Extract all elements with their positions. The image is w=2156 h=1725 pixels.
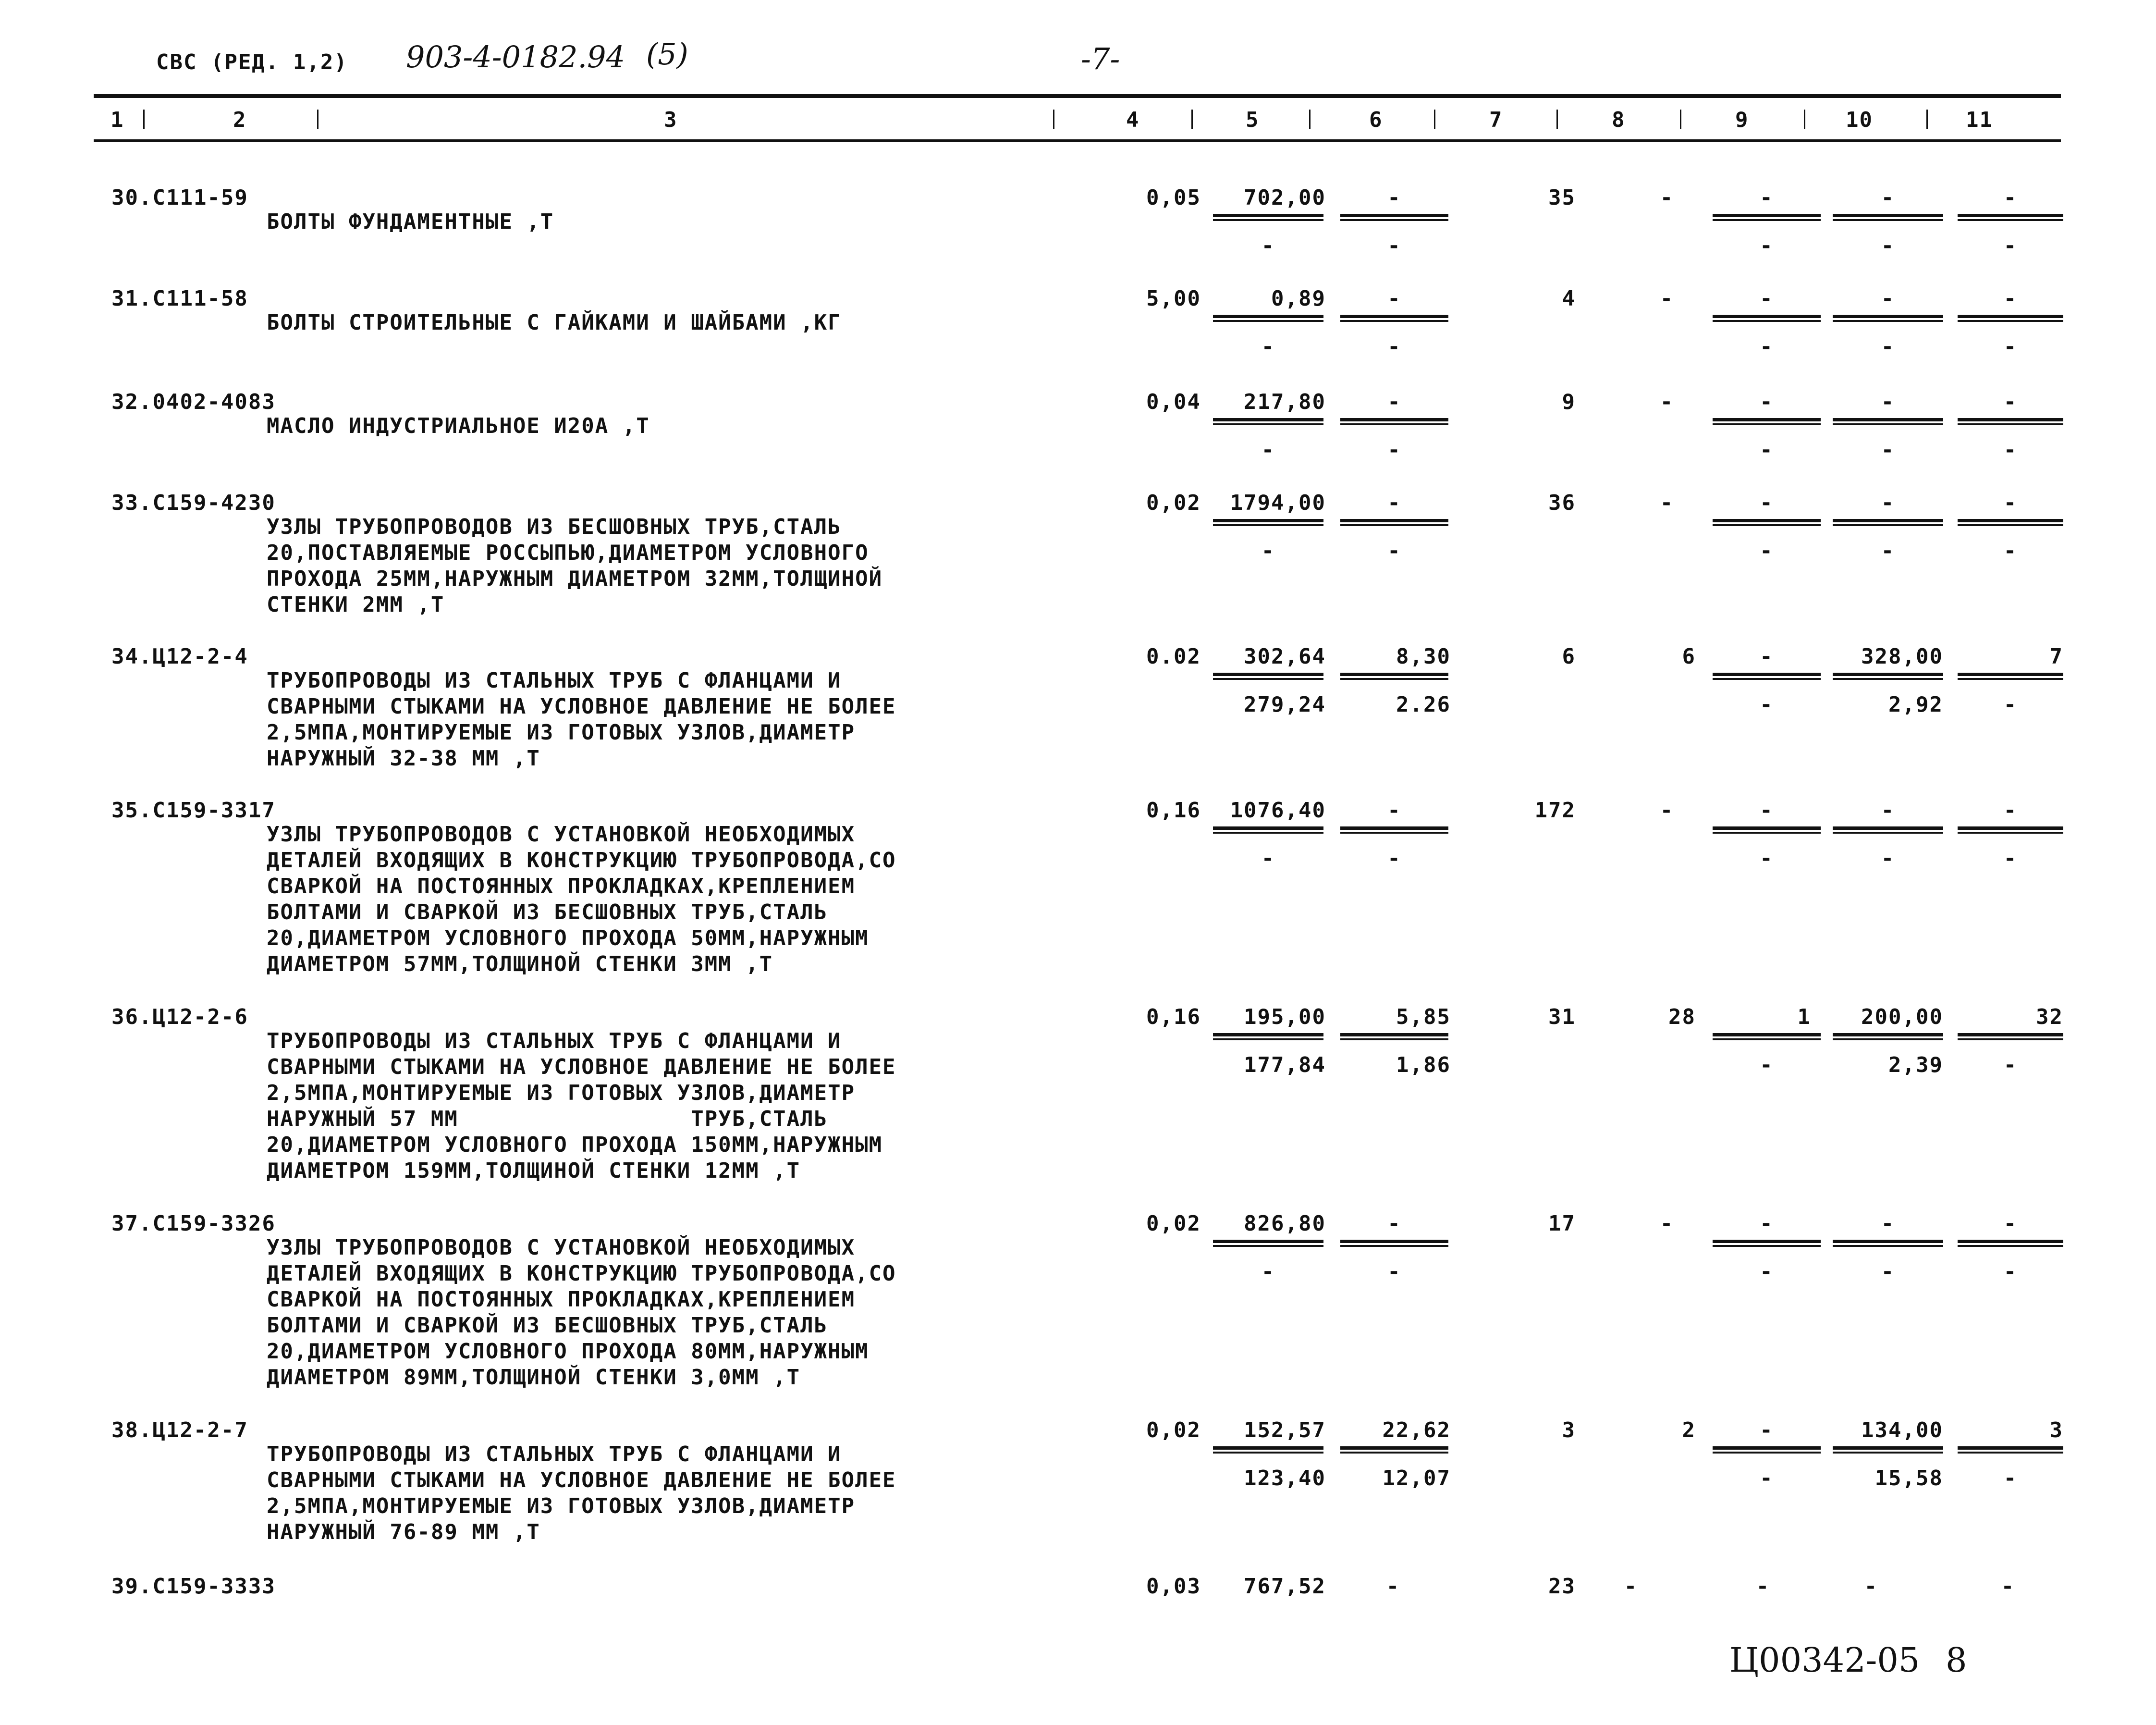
row-c11-bottom-value: - [2003,334,2018,359]
row-divider-line [1833,832,1943,834]
row-c7-value: 9 [1562,390,1576,414]
row-divider-line [1340,214,1448,217]
row-divider-line [1713,678,1821,680]
row-divider-line [1833,320,1943,322]
row-c9-bottom-value: - [1760,846,1774,871]
row-c11-bottom-value: - [2003,539,2018,563]
row-divider-line [1833,1038,1943,1040]
row-col10-value: - [1864,1574,1878,1599]
row-c9-bottom-value: - [1760,1466,1774,1491]
row-quantity: 0,02 [1146,1418,1201,1442]
row-divider-line [1958,219,2063,221]
row-divider-line [1340,1446,1448,1450]
row-c6-top-value: 8,30 [1396,644,1451,669]
row-divider-line [1958,418,2063,421]
col-header-6: 6 [1369,108,1383,132]
row-divider-line [1213,320,1323,322]
row-divider-line [1958,678,2063,680]
row-c6-bottom-value: - [1387,539,1401,563]
row-c5-bottom-value: - [1261,1259,1275,1284]
row-divider-line [1833,423,1943,425]
row-divider-line [1833,1033,1943,1036]
col-separator [1191,110,1193,129]
row-c11-top-value: 32 [2036,1005,2063,1029]
col-header-4: 4 [1126,108,1140,132]
row-c6-top-value: - [1387,491,1401,515]
row-divider-line [1833,214,1943,217]
row-description-line: МАСЛО ИНДУСТРИАЛЬНОЕ И20А ,Т [267,414,650,438]
row-divider-line [1213,315,1323,318]
row-divider-line [1958,519,2063,522]
col-separator [143,110,145,129]
row-c11-bottom-value: - [2003,1053,2018,1077]
row-divider-line [1340,423,1448,425]
row-divider-line [1340,320,1448,322]
col-separator [1804,110,1805,129]
row-description-line: НАРУЖНЫЙ 32-38 ММ ,Т [267,746,540,771]
row-c5-bottom-value: - [1261,846,1275,871]
row-quantity: 0,04 [1146,390,1201,414]
row-c9-top-value: - [1760,185,1774,210]
row-c8-value: - [1660,286,1674,311]
row-c11-bottom-value: - [2003,692,2018,717]
footer-sheet-number: 8 [1946,1640,1967,1680]
col-separator [1556,110,1558,129]
row-c10-top-value: - [1881,286,1895,311]
row-description-line: БОЛТАМИ И СВАРКОЙ ИЗ БЕСШОВНЫХ ТРУБ,СТАЛЬ [267,1313,828,1338]
row-c5-top-value: 217,80 [1244,390,1326,414]
row-c11-top-value: - [2003,286,2018,311]
row-divider-line [1713,219,1821,221]
row-divider-line [1958,423,2063,425]
row-c10-bottom-value: - [1881,438,1895,462]
row-c9-bottom-value: - [1760,334,1774,359]
row-c7-value: 6 [1562,644,1576,669]
row-description-line: ДЕТАЛЕЙ ВХОДЯЩИХ В КОНСТРУКЦИЮ ТРУБОПРОВОДА,СО [267,848,896,873]
row-divider-line [1213,832,1323,834]
col-header-9: 9 [1735,108,1749,132]
row-divider-line [1958,1452,2063,1454]
row-c9-top-value: - [1760,798,1774,823]
row-divider-line [1833,1446,1943,1450]
row-divider-line [1958,524,2063,526]
row-divider-line [1958,832,2063,834]
row-quantity: 0,03 [1146,1574,1201,1599]
row-c8-value: - [1660,1211,1674,1236]
row-description-line: ТРУБОПРОВОДЫ ИЗ СТАЛЬНЫХ ТРУБ С ФЛАНЦАМИ И [267,1029,842,1053]
row-c8-value: - [1660,185,1674,210]
row-c10-top-value: 134,00 [1861,1418,1943,1442]
row-divider-line [1213,1452,1323,1454]
row-c5-top-value: 1076,40 [1230,798,1326,823]
row-c6-bottom-value: 2.26 [1396,692,1451,717]
row-c5-top-value: 195,00 [1244,1005,1326,1029]
row-c9-bottom-value: - [1760,234,1774,258]
row-description-line: НАРУЖНЫЙ 76-89 ММ ,Т [267,1520,540,1544]
row-description-line: ТРУБОПРОВОДЫ ИЗ СТАЛЬНЫХ ТРУБ С ФЛАНЦАМИ И [267,1442,842,1466]
row-divider-line [1713,673,1821,676]
row-c9-bottom-value: - [1760,1259,1774,1284]
row-c6-bottom-value: - [1387,846,1401,871]
row-quantity: 0,02 [1146,1211,1201,1236]
row-divider-line [1213,1038,1323,1040]
row-divider-line [1213,1033,1323,1036]
row-c11-top-value: - [2003,390,2018,414]
row-description-line: 20,ДИАМЕТРОМ УСЛОВНОГО ПРОХОДА 150ММ,НАРУЖНЫМ [267,1133,883,1157]
row-divider-line [1833,1245,1943,1247]
row-description-line: БОЛТАМИ И СВАРКОЙ ИЗ БЕСШОВНЫХ ТРУБ,СТАЛЬ [267,900,828,924]
col-separator [317,110,318,129]
row-c5-bottom-value: - [1261,539,1275,563]
row-quantity: 0,16 [1146,1005,1201,1029]
row-description-line: 20,ДИАМЕТРОМ УСЛОВНОГО ПРОХОДА 50ММ,НАРУЖНЫМ [267,926,869,950]
row-divider-line [1833,524,1943,526]
row-divider-line [1713,524,1821,526]
row-c7-value: 36 [1548,491,1576,515]
row-c7-value: 17 [1548,1211,1576,1236]
row-c9-top-value: - [1760,644,1774,669]
row-description-line: ПРОХОДА 25ММ,НАРУЖНЫМ ДИАМЕТРОМ 32ММ,ТОЛЩИНОЙ [267,567,883,591]
row-c11-bottom-value: - [2003,234,2018,258]
row-c11-top-value: 3 [2049,1418,2063,1442]
row-divider-line [1713,423,1821,425]
row-divider-line [1713,1038,1821,1040]
row-c6-bottom-value: 12,07 [1382,1466,1451,1491]
row-c10-top-value: - [1881,390,1895,414]
row-divider-line [1833,826,1943,830]
row-divider-line [1958,826,2063,830]
row-c9-bottom-value: - [1760,692,1774,717]
row-description-line: УЗЛЫ ТРУБОПРОВОДОВ С УСТАНОВКОЙ НЕОБХОДИМЫХ [267,1235,856,1260]
row-divider-line [1213,418,1323,421]
row-code: 31.С111-58 [111,286,248,311]
row-divider-line [1213,1240,1323,1243]
row-col7-value: 23 [1548,1574,1576,1599]
row-c11-bottom-value: - [2003,846,2018,871]
row-c10-top-value: - [1881,491,1895,515]
row-divider-line [1340,219,1448,221]
row-c10-top-value: 200,00 [1861,1005,1943,1029]
row-c10-top-value: 328,00 [1861,644,1943,669]
col-separator [1680,110,1681,129]
row-description-line: УЗЛЫ ТРУБОПРОВОДОВ ИЗ БЕСШОВНЫХ ТРУБ,СТАЛЬ [267,515,842,539]
row-divider-line [1340,1038,1448,1040]
doc-code: 903-4-0182.94 [406,39,625,74]
row-description-line: ДИАМЕТРОМ 57ММ,ТОЛЩИНОЙ СТЕНКИ 3ММ ,Т [267,952,773,976]
row-c9-top-value: - [1760,390,1774,414]
page-number: -7- [1081,41,1120,76]
row-c10-bottom-value: 2,39 [1888,1053,1943,1077]
doc-part: (5) [646,37,688,72]
row-c5-top-value: 0,89 [1271,286,1326,311]
row-c7-value: 172 [1534,798,1576,823]
row-description-line: 20,ПОСТАВЛЯЕМЫЕ РОССЫПЬЮ,ДИАМЕТРОМ УСЛОВНОГО [267,541,869,565]
row-col9-value: - [1756,1574,1770,1599]
row-description-line: СВАРКОЙ НА ПОСТОЯННЫХ ПРОКЛАДКАХ,КРЕПЛЕНИЕМ [267,874,856,899]
row-description-line: ДИАМЕТРОМ 89ММ,ТОЛЩИНОЙ СТЕНКИ 3,0ММ ,Т [267,1365,801,1390]
row-description-line: БОЛТЫ СТРОИТЕЛЬНЫЕ С ГАЙКАМИ И ШАЙБАМИ ,КГ [267,310,842,335]
row-divider-line [1713,418,1821,421]
row-c6-bottom-value: 1,86 [1396,1053,1451,1077]
row-c9-top-value: - [1760,1211,1774,1236]
row-c11-bottom-value: - [2003,438,2018,462]
header-top-rule [94,94,2061,98]
row-divider-line [1833,1452,1943,1454]
row-divider-line [1833,519,1943,522]
row-quantity: 0,05 [1146,185,1201,210]
col-separator [1434,110,1435,129]
row-divider-line [1713,832,1821,834]
row-code: 33.С159-4230 [111,491,276,515]
row-divider-line [1340,315,1448,318]
row-divider-line [1958,315,2063,318]
row-code: 35.С159-3317 [111,798,276,823]
row-divider-line [1213,673,1323,676]
row-divider-line [1340,826,1448,830]
row-divider-line [1213,826,1323,830]
row-divider-line [1833,678,1943,680]
row-c6-bottom-value: - [1387,334,1401,359]
row-col8-value: - [1624,1574,1638,1599]
footer-stamp: Ц00342-05 [1729,1640,1920,1680]
row-c5-top-value: 302,64 [1244,644,1326,669]
row-c5-top-value: 1794,00 [1230,491,1326,515]
row-divider-line [1958,1245,2063,1247]
row-divider-line [1833,418,1943,421]
row-divider-line [1958,1446,2063,1450]
col-header-3: 3 [664,108,678,132]
row-c9-top-value: - [1760,286,1774,311]
row-divider-line [1340,519,1448,522]
row-c8-value: 6 [1682,644,1696,669]
col-separator [1053,110,1054,129]
row-divider-line [1833,315,1943,318]
row-c9-bottom-value: - [1760,438,1774,462]
row-divider-line [1213,519,1323,522]
row-c5-top-value: 702,00 [1244,185,1326,210]
row-divider-line [1713,1240,1821,1243]
row-description-line: СТЕНКИ 2ММ ,Т [267,592,445,617]
row-divider-line [1958,1033,2063,1036]
row-c6-top-value: - [1387,390,1401,414]
row-c11-bottom-value: - [2003,1259,2018,1284]
row-c8-value: - [1660,491,1674,515]
col-header-5: 5 [1246,108,1260,132]
row-divider-line [1213,678,1323,680]
row-c5-bottom-value: - [1261,334,1275,359]
row-divider-line [1713,214,1821,217]
row-c7-value: 4 [1562,286,1576,311]
row-divider-line [1958,320,2063,322]
row-description-line: БОЛТЫ ФУНДАМЕНТНЫЕ ,Т [267,209,554,234]
row-c10-bottom-value: - [1881,1259,1895,1284]
row-c5-bottom-value: - [1261,438,1275,462]
row-c9-bottom-value: - [1760,1053,1774,1077]
row-divider-line [1713,1452,1821,1454]
row-divider-line [1340,1452,1448,1454]
row-quantity: 0,02 [1146,491,1201,515]
row-c6-bottom-value: - [1387,438,1401,462]
row-c5-bottom-value: 279,24 [1244,692,1326,717]
row-divider-line [1340,418,1448,421]
row-divider-line [1833,673,1943,676]
row-c6-top-value: - [1387,185,1401,210]
row-description-line: ДИАМЕТРОМ 159ММ,ТОЛЩИНОЙ СТЕНКИ 12ММ ,Т [267,1158,801,1183]
row-description-line: СВАРНЫМИ СТЫКАМИ НА УСЛОВНОЕ ДАВЛЕНИЕ НЕ БОЛЕЕ [267,1468,896,1492]
row-c6-top-value: - [1387,798,1401,823]
row-c7-value: 31 [1548,1005,1576,1029]
row-c5-bottom-value: - [1261,234,1275,258]
doc-stamp: СВС (РЕД. 1,2) [156,50,348,74]
row-c9-top-value: 1 [1797,1005,1811,1029]
row-c8-value: - [1660,390,1674,414]
row-c6-bottom-value: - [1387,234,1401,258]
col-header-10: 10 [1846,108,1873,132]
row-c7-value: 35 [1548,185,1576,210]
row-c10-bottom-value: 15,58 [1874,1466,1943,1491]
row-divider-line [1340,673,1448,676]
row-divider-line [1713,519,1821,522]
header-bottom-rule [94,139,2061,142]
row-description-line: УЗЛЫ ТРУБОПРОВОДОВ С УСТАНОВКОЙ НЕОБХОДИМЫХ [267,822,856,847]
row-c6-bottom-value: - [1387,1259,1401,1284]
row-c6-top-value: - [1387,286,1401,311]
row-c9-top-value: - [1760,1418,1774,1442]
row-c11-bottom-value: - [2003,1466,2018,1491]
row-c11-top-value: 7 [2049,644,2063,669]
row-quantity: 0.02 [1146,644,1201,669]
row-c6-top-value: 5,85 [1396,1005,1451,1029]
row-description-line: 20,ДИАМЕТРОМ УСЛОВНОГО ПРОХОДА 80ММ,НАРУЖНЫМ [267,1339,869,1364]
row-divider-line [1340,678,1448,680]
row-divider-line [1213,524,1323,526]
row-description-line: СВАРНЫМИ СТЫКАМИ НА УСЛОВНОЕ ДАВЛЕНИЕ НЕ БОЛЕЕ [267,694,896,719]
row-code: 38.Ц12-2-7 [111,1418,248,1442]
row-code: 36.Ц12-2-6 [111,1005,248,1029]
row-quantity: 5,00 [1146,286,1201,311]
row-c11-top-value: - [2003,491,2018,515]
row-code: 34.Ц12-2-4 [111,644,248,669]
row-description-line: 2,5МПА,МОНТИРУЕМЫЕ ИЗ ГОТОВЫХ УЗЛОВ,ДИАМЕТР [267,1081,856,1105]
row-divider-line [1340,1240,1448,1243]
row-divider-line [1713,1033,1821,1036]
row-divider-line [1958,673,2063,676]
row-divider-line [1958,214,2063,217]
row-divider-line [1213,214,1323,217]
col-separator [1309,110,1311,129]
row-code: 37.С159-3326 [111,1211,276,1236]
row-divider-line [1713,826,1821,830]
row-c10-top-value: - [1881,798,1895,823]
row-c10-bottom-value: - [1881,539,1895,563]
row-c10-top-value: - [1881,1211,1895,1236]
col-header-7: 7 [1489,108,1503,132]
row-c5-top-value: 152,57 [1244,1418,1326,1442]
row-c10-top-value: - [1881,185,1895,210]
row-divider-line [1213,1245,1323,1247]
row-c6-top-value: - [1387,1211,1401,1236]
col-header-8: 8 [1612,108,1626,132]
row-description-line: ТРУБОПРОВОДЫ ИЗ СТАЛЬНЫХ ТРУБ С ФЛАНЦАМИ И [267,668,842,693]
row-description-line: СВАРНЫМИ СТЫКАМИ НА УСЛОВНОЕ ДАВЛЕНИЕ НЕ БОЛЕЕ [267,1055,896,1079]
row-divider-line [1213,423,1323,425]
row-c5-bottom-value: 177,84 [1244,1053,1326,1077]
row-divider-line [1713,1446,1821,1450]
row-divider-line [1833,219,1943,221]
row-c5-top-value: 826,80 [1244,1211,1326,1236]
row-c11-top-value: - [2003,185,2018,210]
row-description-line: НАРУЖНЫЙ 57 ММ ТРУБ,СТАЛЬ [267,1107,828,1131]
row-c10-bottom-value: - [1881,846,1895,871]
row-divider-line [1713,320,1821,322]
row-col5-value: 767,52 [1244,1574,1326,1599]
row-col11-value: - [2001,1574,2015,1599]
row-code: 30.С111-59 [111,185,248,210]
row-description-line: СВАРКОЙ НА ПОСТОЯННЫХ ПРОКЛАДКАХ,КРЕПЛЕНИЕМ [267,1287,856,1312]
row-divider-line [1340,524,1448,526]
row-divider-line [1713,1245,1821,1247]
row-c8-value: 28 [1668,1005,1696,1029]
row-divider-line [1213,219,1323,221]
row-c6-top-value: 22,62 [1382,1418,1451,1442]
col-separator [1926,110,1928,129]
row-c7-value: 3 [1562,1418,1576,1442]
row-c8-value: 2 [1682,1418,1696,1442]
row-divider-line [1958,1038,2063,1040]
row-c9-top-value: - [1760,491,1774,515]
col-header-11: 11 [1966,108,1993,132]
row-c5-bottom-value: 123,40 [1244,1466,1326,1491]
row-code: 39.С159-3333 [111,1574,276,1599]
row-c10-bottom-value: - [1881,334,1895,359]
row-divider-line [1833,1240,1943,1243]
row-divider-line [1713,315,1821,318]
row-c8-value: - [1660,798,1674,823]
row-quantity: 0,16 [1146,798,1201,823]
row-c10-bottom-value: 2,92 [1888,692,1943,717]
row-c11-top-value: - [2003,1211,2018,1236]
row-description-line: 2,5МПА,МОНТИРУЕМЫЕ ИЗ ГОТОВЫХ УЗЛОВ,ДИАМЕТР [267,720,856,745]
row-divider-line [1340,832,1448,834]
row-description-line: ДЕТАЛЕЙ ВХОДЯЩИХ В КОНСТРУКЦИЮ ТРУБОПРОВОДА,СО [267,1261,896,1286]
col-header-2: 2 [233,108,247,132]
row-c9-bottom-value: - [1760,539,1774,563]
row-c11-top-value: - [2003,798,2018,823]
row-divider-line [1340,1033,1448,1036]
row-divider-line [1340,1245,1448,1247]
row-divider-line [1958,1240,2063,1243]
row-divider-line [1213,1446,1323,1450]
row-code: 32.0402-4083 [111,390,276,414]
row-c10-bottom-value: - [1881,234,1895,258]
col-header-1: 1 [110,108,124,132]
row-col6-value: - [1386,1574,1400,1599]
row-description-line: 2,5МПА,МОНТИРУЕМЫЕ ИЗ ГОТОВЫХ УЗЛОВ,ДИАМЕТР [267,1494,856,1518]
